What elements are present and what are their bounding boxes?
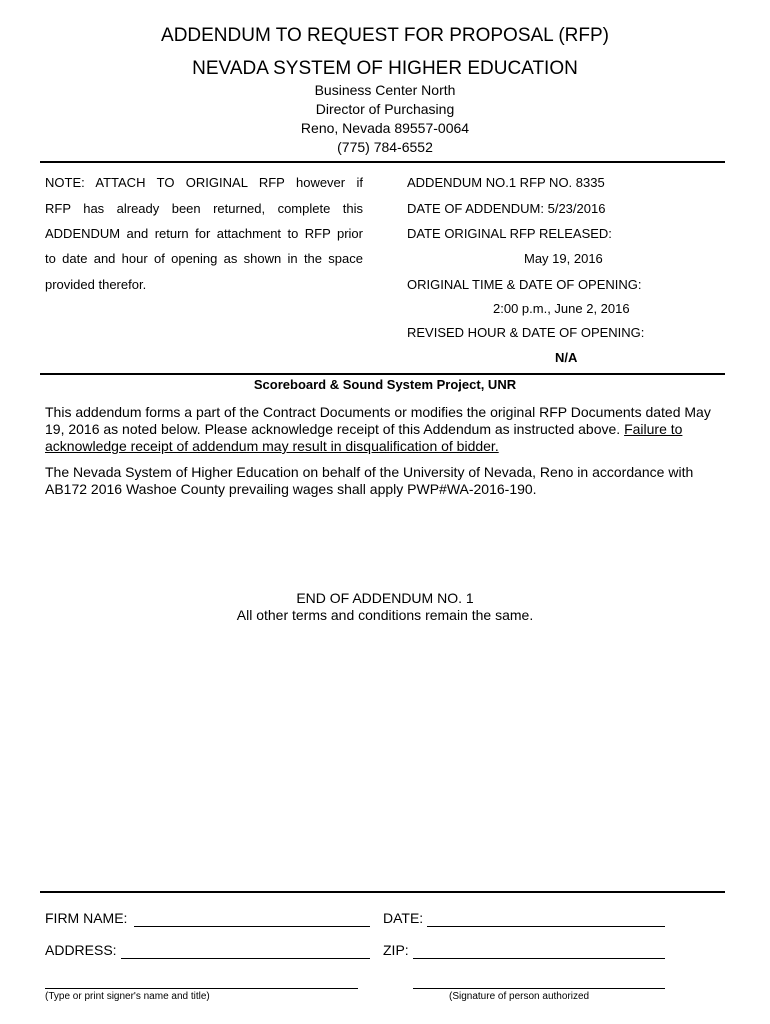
address-field[interactable] — [121, 958, 370, 959]
zip-label: ZIP: — [383, 942, 409, 958]
original-opening-value: 2:00 p.m., June 2, 2016 — [493, 301, 630, 316]
addendum-paragraph — [45, 404, 725, 455]
zip-field[interactable] — [413, 958, 665, 959]
addendum-number: ADDENDUM NO.1 RFP NO. 8335 — [407, 175, 605, 190]
address-line: Director of Purchasing — [315, 101, 455, 117]
terms-remain: All other terms and conditions remain the same. — [236, 607, 534, 623]
project-title: Scoreboard & Sound System Project, UNR — [253, 377, 517, 392]
address-line: (775) 784-6552 — [337, 139, 433, 155]
institution-title: NEVADA SYSTEM OF HIGHER EDUCATION — [192, 58, 578, 79]
revised-opening-label: REVISED HOUR & DATE OF OPENING: — [407, 325, 645, 340]
document-title: ADDENDUM TO REQUEST FOR PROPOSAL (RFP) — [161, 25, 609, 46]
original-released-value: May 19, 2016 — [524, 251, 603, 266]
address-line: Business Center North — [314, 82, 456, 98]
date-label: DATE: — [383, 910, 424, 926]
address-line: Reno, Nevada 89557-0064 — [300, 120, 470, 136]
signature-caption: (Signature of person authorized — [449, 991, 590, 1002]
revised-opening-value: N/A — [555, 350, 578, 365]
signature-field[interactable] — [413, 988, 665, 989]
date-of-addendum: DATE OF ADDENDUM: 5/23/2016 — [407, 201, 606, 216]
form-divider — [40, 891, 725, 893]
firm-name-label: FIRM NAME: — [45, 910, 128, 926]
signer-name-caption: (Type or print signer's name and title) — [45, 991, 210, 1002]
end-of-addendum: END OF ADDENDUM NO. 1 — [296, 590, 474, 606]
original-opening-label: ORIGINAL TIME & DATE OF OPENING: — [407, 277, 642, 292]
header-divider — [40, 161, 725, 163]
note-line: provided therefor. — [45, 277, 147, 292]
signer-name-field[interactable] — [45, 988, 358, 989]
end-block — [0, 590, 770, 624]
disqualification-warning: Failure to acknowledge receipt of addendum may result in disqualification of bidder. — [45, 421, 683, 454]
note-line: RFP has already been returned, complete this — [45, 201, 363, 216]
original-released-label: DATE ORIGINAL RFP RELEASED: — [407, 226, 612, 241]
note-line: NOTE: ATTACH TO ORIGINAL RFP however if — [45, 175, 363, 190]
address-label: ADDRESS: — [45, 942, 117, 958]
prevailing-wage-paragraph: The Nevada System of Higher Education on behalf of the University of Nevada, Reno in accordance with AB172 2016 Washoe County prevailing wages shall apply PWP#WA-2016-190. — [45, 464, 694, 497]
firm-name-field[interactable] — [134, 926, 370, 927]
address-block — [0, 81, 770, 157]
note-line: ADDENDUM and return for attachment to RFP prior — [45, 226, 363, 241]
addendum-paragraph-text: This addendum forms a part of the Contract Documents or modifies the original RFP Documents dated May 19, 2016 as noted below. Please acknowledge receipt of this Addendum as instructed above. — [45, 404, 711, 437]
date-field[interactable] — [427, 926, 665, 927]
note-line: to date and hour of opening as shown in the space — [45, 251, 363, 266]
details-divider — [40, 373, 725, 375]
